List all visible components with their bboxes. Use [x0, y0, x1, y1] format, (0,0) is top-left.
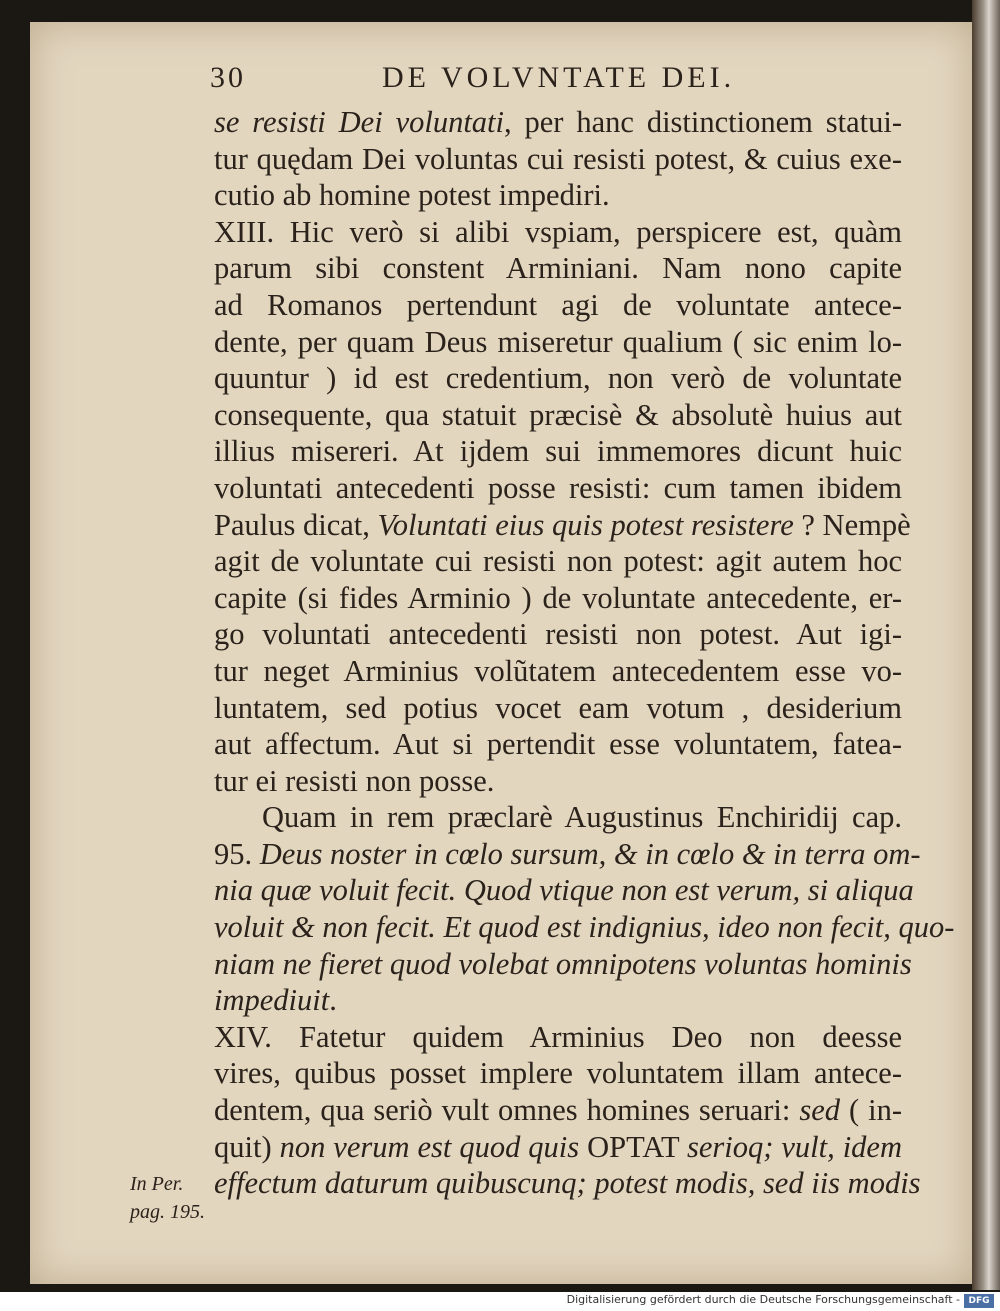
text-line: Paulus dicat, Voluntati eius quis potest resistere ? Nempè: [214, 507, 911, 542]
text-line: nia quæ voluit fecit. Quod vtique non est verum, si aliqua: [214, 873, 914, 908]
text-line: parum sibi constent Arminiani. Nam nono capite: [214, 251, 902, 286]
text-line: aut affectum. Aut si pertendit esse voluntatem, fatea-: [214, 727, 902, 762]
dfg-logo-badge: DFG: [964, 1294, 994, 1308]
running-title: DE VOLVNTATE DEI.: [382, 61, 736, 94]
text-line: ad Romanos pertendunt agi de voluntate antece-: [214, 287, 902, 322]
marginal-note-reference: [130, 1170, 210, 1226]
text-line: tur quędam Dei voluntas cui resisti potest, & cuius exe-: [214, 141, 902, 176]
text-line: 95. Deus noster in cœlo sursum, & in cœlo & in terra om-: [214, 836, 921, 871]
text-line: go voluntati antecedenti resisti non potest. Aut igi-: [214, 617, 902, 652]
text-line: impediuit.: [214, 983, 337, 1018]
text-line: voluntati antecedenti posse resisti: cum tamen ibidem: [214, 470, 902, 505]
footer-credit: Digitalisierung gefördert durch die Deutsche Forschungsgemeinschaft -: [566, 1293, 960, 1306]
text-line: luntatem, sed potius vocet eam votum , desiderium: [214, 690, 902, 725]
book-edge: [972, 0, 1000, 1290]
text-line: agit de voluntate cui resisti non potest: agit autem hoc: [214, 544, 902, 579]
text-line: XIV. Fatetur quidem Arminius Deo non deesse: [214, 1019, 902, 1054]
text-line: se resisti Dei voluntati, per hanc distinctionem statui-: [214, 105, 902, 139]
text-line: Quam in rem præclarè Augustinus Enchiridij cap.: [262, 800, 902, 835]
text-line: capite (si fides Arminio ) de voluntate antecedente, er-: [214, 580, 902, 615]
text-line: effectum daturum quibuscunq; potest modis, sed iis modis: [214, 1166, 921, 1201]
body-text: [182, 104, 955, 1202]
text-line: niam ne fieret quod volebat omnipotens voluntas hominis: [214, 946, 912, 981]
text-line: dentem, qua seriò vult omnes homines seruari: sed ( in-: [214, 1093, 902, 1128]
text-line: quuntur ) id est credentium, non verò de voluntate: [214, 361, 902, 396]
text-line: XIII. Hic verò si alibi vspiam, perspicere est, quàm: [214, 214, 902, 249]
text-line: dente, per quam Deus miseretur qualium ( sic enim lo-: [214, 324, 902, 359]
text-line: cutio ab homine potest impediri.: [214, 178, 610, 213]
text-line: consequente, qua statuit præcisè & absolutè huius aut: [214, 397, 902, 432]
marginal-note-line: pag. 195.: [130, 1201, 205, 1223]
text-line: tur neget Arminius volũtatem antecedentem esse vo-: [214, 653, 902, 688]
text-line: vires, quibus posset implere voluntatem illam antece-: [214, 1056, 902, 1091]
text-block: [182, 52, 955, 1202]
text-line: quit) non verum est quod quis OPTAT serioq; vult, idem: [214, 1129, 902, 1164]
book-page: [30, 22, 972, 1284]
text-line: voluit & non fecit. Et quod est indignius, ideo non fecit, quo-: [214, 910, 955, 945]
page-number: 30: [210, 61, 246, 94]
text-line: tur ei resisti non posse.: [214, 763, 495, 798]
text-line: illius misereri. At ijdem sui immemores dicunt huic: [214, 434, 902, 469]
marginal-note-line: In Per.: [130, 1173, 184, 1195]
running-header: [182, 52, 902, 104]
